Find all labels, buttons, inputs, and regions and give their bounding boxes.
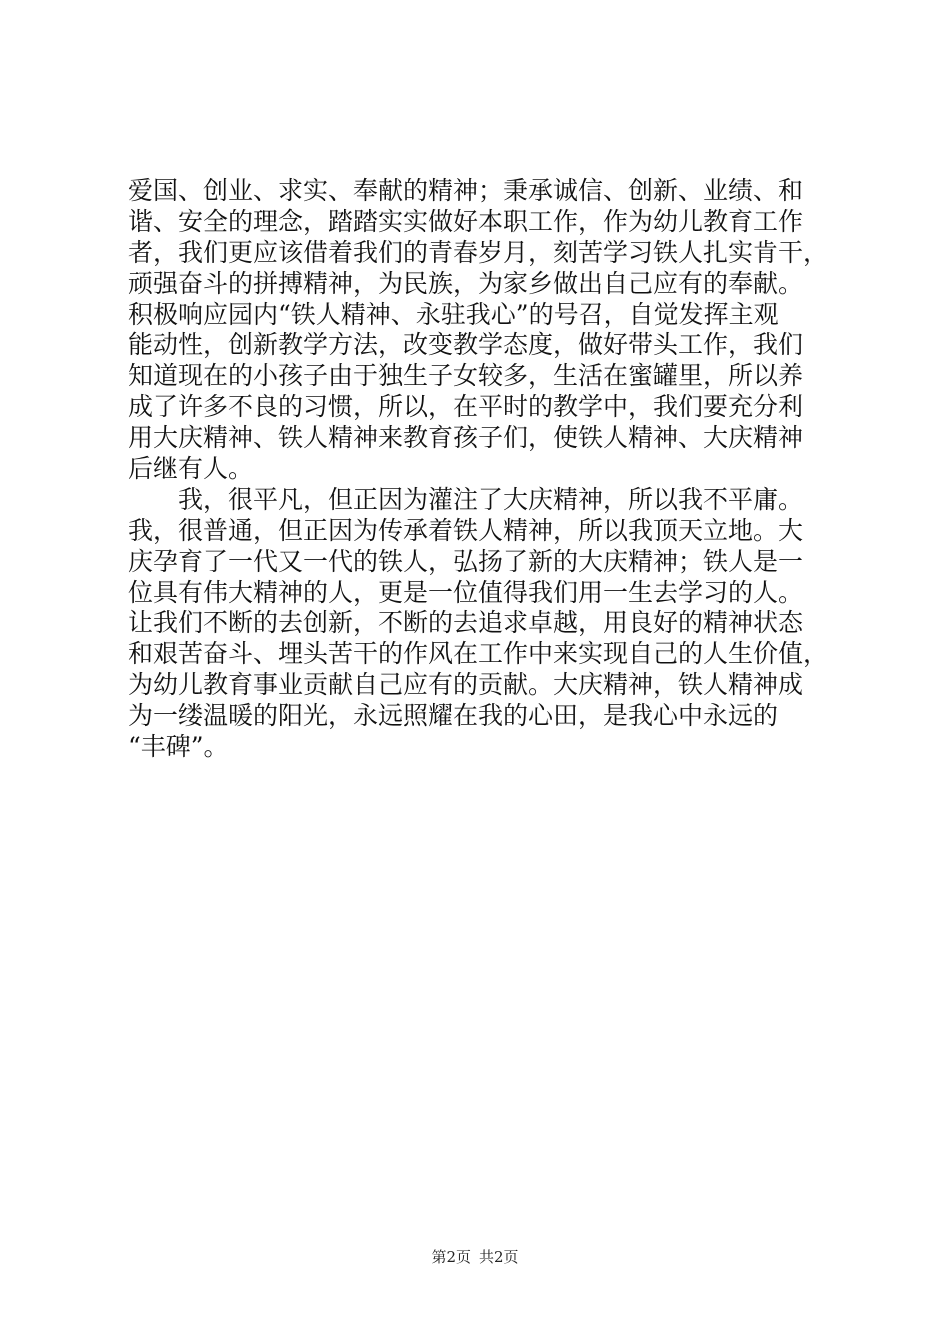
text-line: 我，很普通，但正因为传承着铁人精神，所以我顶天立地。大: [128, 515, 804, 545]
text-line: 成了许多不良的习惯，所以，在平时的教学中，我们要充分利: [128, 392, 804, 422]
text-line: 为一缕温暖的阳光，永远照耀在我的心田，是我心中永远的: [128, 701, 779, 731]
text-line: 位具有伟大精神的人，更是一位值得我们用一生去学习的人。: [128, 577, 804, 607]
text-line: 爱国、创业、求实、奉献的精神；秉承诚信、创新、业绩、和: [128, 176, 804, 205]
text-line: 用大庆精神、铁人精神来教育孩子们，使铁人精神、大庆精神: [128, 423, 804, 453]
text-line: 知道现在的小孩子由于独生子女较多，生活在蜜罐里，所以养: [128, 361, 804, 391]
text-line: 谐、安全的理念，踏踏实实做好本职工作，作为幼儿教育工作: [128, 206, 804, 236]
text-line: 顽强奋斗的拼搏精神，为民族，为家乡做出自己应有的奉献。: [128, 268, 804, 298]
page-total: 共2页: [479, 1248, 519, 1266]
text-line: “丰碑”。: [128, 732, 229, 762]
text-line: 积极响应园内“铁人精神、永驻我心”的号召，自觉发挥主观: [128, 299, 779, 329]
paragraph-start-line: 我，很平凡，但正因为灌注了大庆精神，所以我不平庸。: [178, 484, 804, 514]
text-line: 能动性，创新教学方法，改变教学态度，做好带头工作，我们: [128, 330, 804, 360]
page-footer: [0, 1246, 950, 1267]
document-body: [128, 176, 828, 763]
text-line: 为幼儿教育事业贡献自己应有的贡献。大庆精神，铁人精神成: [128, 670, 804, 700]
text-line: 庆孕育了一代又一代的铁人，弘扬了新的大庆精神；铁人是一: [128, 546, 804, 576]
text-line: 者，我们更应该借着我们的青春岁月，刻苦学习铁人扎实肯干，: [128, 237, 829, 267]
text-line: 让我们不断的去创新，不断的去追求卓越，用良好的精神状态: [128, 608, 804, 638]
text-line: 和艰苦奋斗、埋头苦干的作风在工作中来实现自己的人生价值，: [128, 639, 829, 669]
text-line: 后继有人。: [128, 454, 254, 484]
page-number: 第2页: [431, 1248, 471, 1266]
